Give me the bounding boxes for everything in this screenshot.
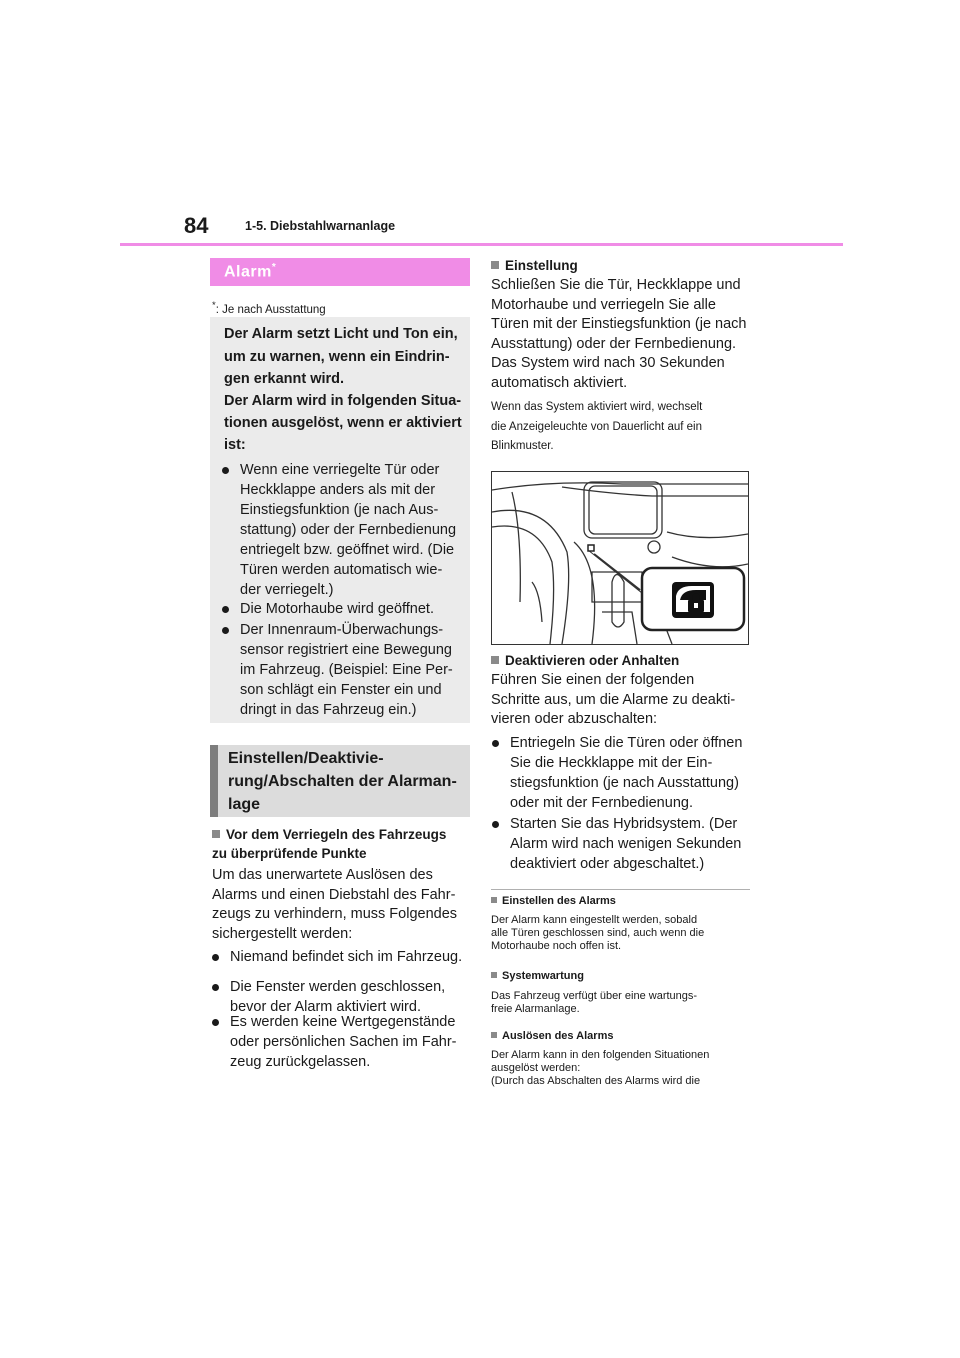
list-item-text: Die Motorhaube wird geöffnet.	[240, 601, 434, 617]
footnote	[212, 300, 326, 316]
footnote-text: : Je nach Ausstattung	[215, 303, 326, 316]
square-marker-icon	[491, 897, 497, 903]
setting-section-heading-box	[210, 745, 470, 817]
alarm-heading	[224, 262, 276, 281]
square-marker-icon	[491, 261, 499, 269]
einstellung-heading-text: Einstellung	[505, 258, 578, 273]
alarm-intro-box	[210, 317, 470, 723]
bullet-dot	[222, 606, 229, 613]
bullet-dot	[492, 821, 499, 828]
list-item-text: Die Fenster werden geschlossen, bevor der Alarm aktiviert wird.	[230, 979, 446, 1015]
list-item-text: Es werden keine Wertgegenstände oder persönlichen Sachen im Fahr- zeug zurückgelassen.	[230, 1014, 457, 1070]
intro-line: ist:	[224, 437, 246, 453]
before-locking-text: Um das unerwartete Auslösen des Alarms und einen Diebstahl des Fahr- zeugs zu verhindern, muss Folgendes sichergestellt werden:	[212, 867, 458, 942]
before-locking-heading	[212, 825, 446, 863]
intro-line: Der Alarm wird in folgenden Situa-	[224, 393, 462, 409]
note-text: Das Fahrzeug verfügt über eine wartungs- freie Alarmanlage.	[491, 990, 698, 1015]
deactivate-heading-text: Deaktivieren oder Anhalten	[505, 653, 680, 668]
setting-section-heading: Einstellen/Deaktivie- rung/Abschalten der Alarman- lage	[228, 750, 457, 813]
list-item-text: Niemand befindet sich im Fahrzeug.	[230, 949, 463, 965]
intro-line: Der Alarm setzt Licht und Ton ein,	[224, 326, 458, 342]
list-item-text: Entriegeln Sie die Türen oder öffnen Sie die Heckklappe mit der Ein- stiegsfunktion (je nach Ausstattung) oder mit der Fernbedienung.	[510, 735, 743, 811]
bullet-dot	[222, 627, 229, 634]
intro-line: um zu warnen, wenn ein Eindrin-	[224, 349, 450, 365]
alarm-heading-bar	[210, 258, 470, 286]
bullet-dot	[212, 1019, 219, 1026]
square-marker-icon	[212, 830, 220, 838]
note-heading-text: Systemwartung	[502, 970, 584, 982]
alarm-heading-mark: *	[271, 262, 277, 273]
square-marker-icon	[491, 1032, 497, 1038]
square-marker-icon	[491, 972, 497, 978]
note-heading	[491, 1030, 613, 1042]
note-heading	[491, 895, 616, 907]
note-heading-text: Auslösen des Alarms	[502, 1030, 614, 1042]
dashboard-drawing	[492, 472, 748, 644]
bullet-dot	[212, 954, 219, 961]
note-text: Der Alarm kann in den folgenden Situationen ausgelöst werden: (Durch das Abschalten des Alarms wird die	[491, 1049, 710, 1087]
intro-line: tionen ausgelöst, wenn er aktiviert	[224, 415, 462, 431]
notes-divider	[491, 889, 750, 890]
footnote-mark: *	[212, 300, 216, 311]
list-item-text: Starten Sie das Hybridsystem. (Der Alarm wird nach wenigen Sekunden deaktiviert oder abgeschaltet.)	[510, 816, 742, 872]
bullet-dot	[222, 467, 229, 474]
list-item-text: Der Innenraum-Überwachungs- sensor registriert eine Bewegung im Fahrzeug. (Beispiel: Eine Per- son schlägt ein Fenster ein und dringt in das Fahrzeug ein.)	[240, 622, 453, 718]
indicator-light	[588, 545, 594, 551]
security-indicator-lock-icon	[672, 582, 714, 618]
einstellung-text: Schließen Sie die Tür, Heckklappe und Motorhaube und verriegeln Sie alle Türen mit der Einstiegsfunktion (je nach Ausstattung) oder der Fernbedienung. Das System wird nach 30 Sekunden automatisch aktiviert.	[491, 277, 747, 391]
bullet-dot	[212, 984, 219, 991]
einstellung-note: Wenn das System aktiviert wird, wechselt die Anzeigeleuchte von Dauerlicht auf ein Blinkmuster.	[491, 401, 703, 452]
note-heading	[491, 970, 584, 982]
bullet-dot	[492, 740, 499, 747]
einstellung-heading	[491, 256, 578, 275]
note-heading-text: Einstellen des Alarms	[502, 895, 616, 907]
dashboard-illustration	[491, 471, 749, 645]
intro-line: gen erkannt wird.	[224, 371, 345, 387]
note-text: Der Alarm kann eingestellt werden, sobald alle Türen geschlossen sind, auch wenn die Motorhaube noch offen ist.	[491, 914, 705, 952]
square-marker-icon	[491, 656, 499, 664]
list-item-text: Wenn eine verriegelte Tür oder Heckklappe anders als mit der Einstiegsfunktion (je nach Aus- stattung) oder der Fernbedienung entriegelt bzw. geöffnet wird. (Die Türen werden automatisch wie- der verriegelt.)	[240, 462, 457, 598]
deactivate-heading	[491, 651, 679, 670]
deactivate-text: Führen Sie einen der folgenden Schritte aus, um die Alarme zu deakti- vieren oder abzuschalten:	[491, 672, 736, 727]
alarm-heading-text: Alarm	[224, 263, 272, 281]
header-rule	[120, 243, 843, 246]
page-number: 84	[184, 213, 209, 238]
before-locking-heading-text: Vor dem Verriegeln des Fahrzeugs zu überprüfende Punkte	[212, 827, 447, 861]
section-title: 1-5. Diebstahlwarnanlage	[245, 219, 396, 233]
